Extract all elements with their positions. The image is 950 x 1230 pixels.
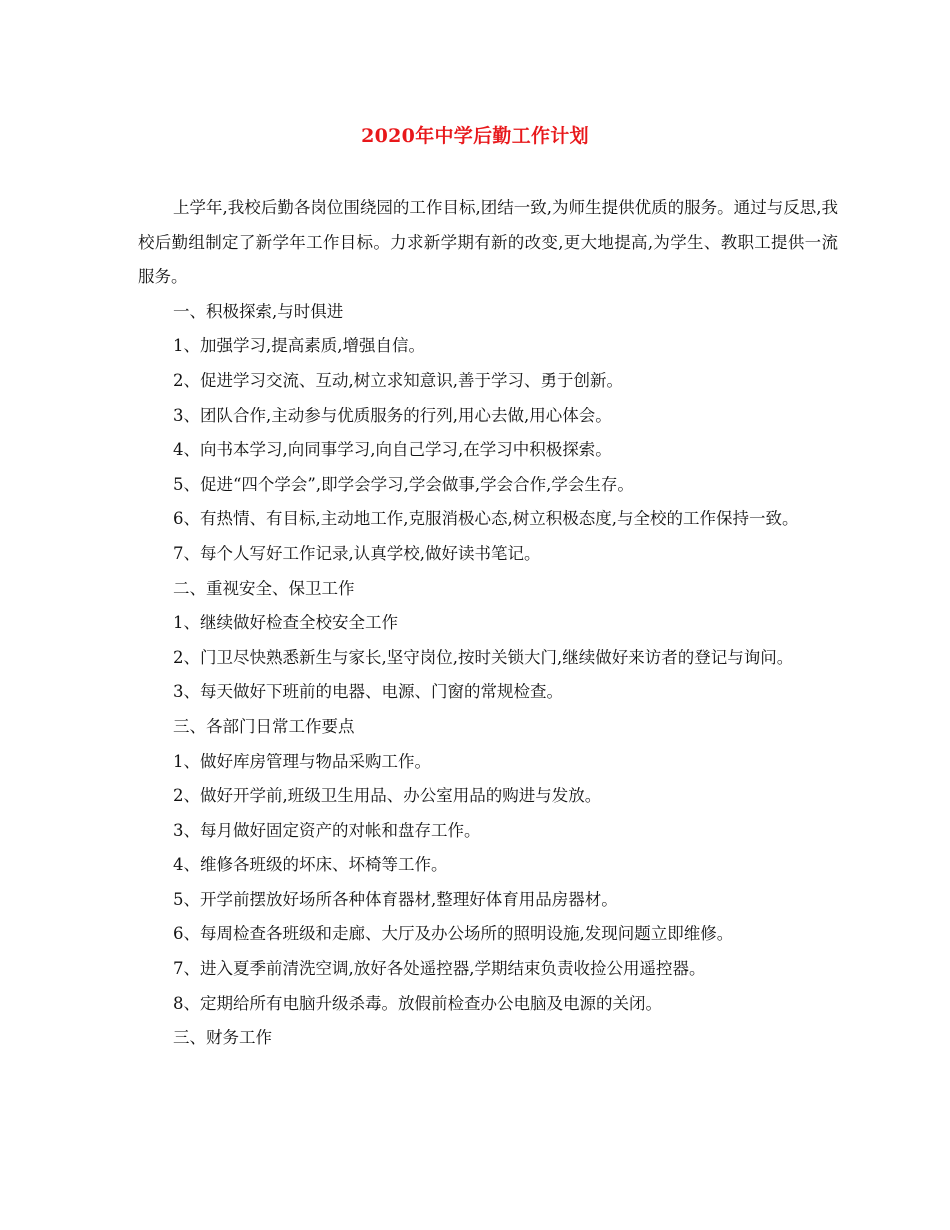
list-item: 8、定期给所有电脑升级杀毒。放假前检查办公电脑及电源的关闭。 (173, 993, 662, 1013)
list-item: 1、做好库房管理与物品采购工作。 (173, 751, 431, 771)
list-item: 1、加强学习,提高素质,增强自信。 (173, 336, 425, 356)
list-item: 4、向书本学习,向同事学习,向自己学习,在学习中积极探索。 (173, 440, 612, 460)
section-heading-3: 三、各部门日常工作要点 (173, 716, 355, 736)
list-item: 2、做好开学前,班级卫生用品、办公室用品的购进与发放。 (173, 786, 602, 806)
list-item: 5、促进“四个学会”,即学会学习,学会做事,学会合作,学会生存。 (173, 474, 634, 494)
section-heading-1: 一、积极探索,与时俱进 (173, 301, 344, 321)
list-item: 3、每月做好固定资产的对帐和盘存工作。 (173, 820, 481, 840)
list-item: 3、团队合作,主动参与优质服务的行列,用心去做,用心体会。 (173, 405, 612, 425)
list-item: 2、门卫尽快熟悉新生与家长,坚守岗位,按时关锁大门,继续做好来访者的登记与询问。 (173, 647, 794, 667)
list-item: 7、进入夏季前清洗空调,放好各处遥控器,学期结束负责收捡公用遥控器。 (173, 959, 706, 979)
list-item: 3、每天做好下班前的电器、电源、门窗的常规检查。 (173, 682, 563, 702)
section-heading-2: 二、重视安全、保卫工作 (173, 578, 355, 598)
list-item: 6、每周检查各班级和走廊、大厅及办公场所的照明设施,发现问题立即维修。 (173, 924, 734, 944)
document-title: 2020年中学后勤工作计划 (361, 125, 589, 147)
section-heading-4: 三、财务工作 (173, 1028, 272, 1048)
list-item: 5、开学前摆放好场所各种体育器材,整理好体育用品房器材。 (173, 889, 618, 909)
document-body (138, 191, 838, 1056)
list-item: 7、每个人写好工作记录,认真学校,做好读书笔记。 (173, 543, 541, 563)
list-item: 1、继续做好检查全校安全工作 (173, 613, 398, 633)
list-item: 4、维修各班级的坏床、坏椅等工作。 (173, 855, 448, 875)
intro-paragraph: 上学年,我校后勤各岗位围绕园的工作目标,团结一致,为师生提供优质的服务。通过与反思,我校后勤组制定了新学年工作目标。力求新学期有新的改变,更大地提高,为学生、教职工提供一流服务。 (138, 198, 838, 287)
list-item: 6、有热情、有目标,主动地工作,克服消极心态,树立积极态度,与全校的工作保持一致。 (173, 509, 799, 529)
list-item: 2、促进学习交流、互动,树立求知意识,善于学习、勇于创新。 (173, 370, 623, 390)
